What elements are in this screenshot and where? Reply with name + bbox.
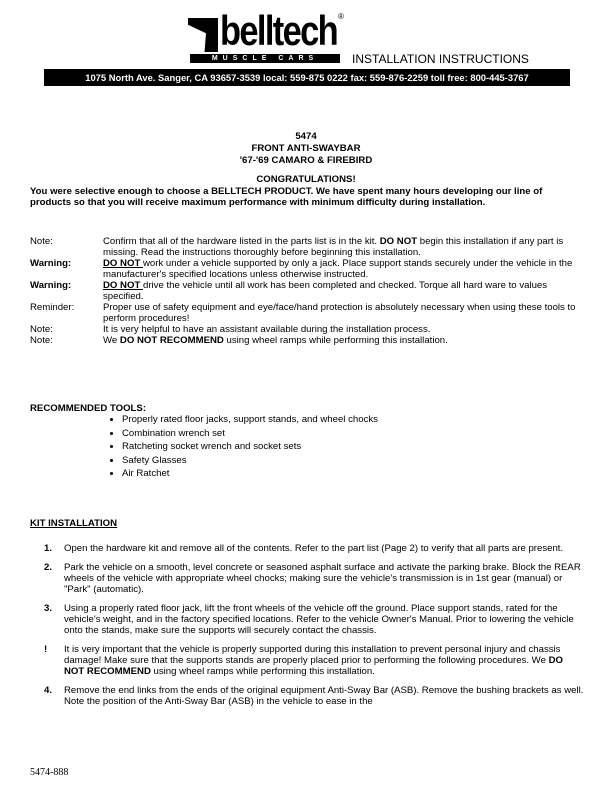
kit-step xyxy=(44,543,584,554)
step-number: ! xyxy=(44,644,48,655)
notes-list xyxy=(30,236,590,346)
note-row xyxy=(30,324,590,335)
note-text xyxy=(103,236,590,258)
text-segment: Open the hardware kit and remove all of the contents. Refer to the part list (Page 2) to verify that all parts are present. xyxy=(64,543,564,554)
intro-text: You were selective enough to choose a BELLTECH PRODUCT. We have spent many hours developing our line of products so that you will receive maximum performance with minimum difficulty during installation. xyxy=(30,186,543,208)
kit-step xyxy=(44,603,584,636)
belltech-logo xyxy=(188,7,348,66)
emphasis-text: DO NOT xyxy=(103,258,143,269)
tool-item: • Air Ratchet xyxy=(122,468,378,479)
note-row xyxy=(30,302,590,324)
registered-mark: ® xyxy=(338,12,344,21)
kit-heading: KIT INSTALLATION xyxy=(30,518,118,529)
note-text xyxy=(103,335,448,346)
step-number: 2. xyxy=(44,562,53,573)
text-segment: drive the vehicle until all work has been completed and checked. Torque all hard ware to values specified. xyxy=(103,280,548,302)
tools-list xyxy=(0,414,378,479)
step-text xyxy=(64,562,584,595)
congrats-heading: CONGRATULATIONS! xyxy=(256,174,356,185)
note-label: Note: xyxy=(30,236,53,247)
logo-swoosh-icon xyxy=(188,18,218,52)
part-number: 5474 xyxy=(295,131,317,142)
step-number: 3. xyxy=(44,603,53,614)
text-segment: begin this installation if any part is missing. Read the instructions thoroughly before beginning this installation. xyxy=(103,236,564,258)
footer-code: 5474-888 xyxy=(30,767,69,778)
install-title: INSTALLATION INSTRUCTIONS xyxy=(352,52,529,66)
text-segment: Remove the end links from the ends of the original equipment Anti-Sway Bar (ASB). Remove the bushing brackets as well. Note the position of the Anti-Sway Bar (ASB) in the vehicle to ease in the xyxy=(64,685,584,707)
step-text xyxy=(64,603,584,636)
tool-item: • Ratcheting socket wrench and socket sets xyxy=(122,441,378,452)
emphasis-text: DO NOT xyxy=(379,236,418,247)
note-text xyxy=(103,280,590,302)
tool-item: • Safety Glasses xyxy=(122,455,378,466)
note-row xyxy=(30,335,590,346)
step-text xyxy=(64,644,584,677)
text-segment: using wheel ramps while performing this installation. xyxy=(150,666,375,677)
emphasis-text: DO NOT RECOMMEND xyxy=(64,655,563,677)
step-number: 4. xyxy=(44,685,53,696)
text-segment: Proper use of safety equipment and eye/face/hand protection is absolutely necessary when using these tools to perform procedures! xyxy=(103,302,576,324)
text-segment: Park the vehicle on a smooth, level concrete or seasoned asphalt surface and activate the parking brake. Block the REAR wheels of the vehicle with appropriate wheel chocks; making sure the vehicle's transmission is in 1st gear (manual) or "Park" (automatic). xyxy=(64,562,581,595)
logo-wordmark: belltech xyxy=(220,7,338,54)
kit-steps xyxy=(44,543,584,715)
emphasis-text: DO NOT RECOMMEND xyxy=(119,335,224,346)
note-row xyxy=(30,236,590,258)
tool-item: • Properly rated floor jacks, support stands, and wheel chocks xyxy=(122,414,378,425)
logo-subtitle: MUSCLE CARS xyxy=(190,54,340,63)
text-segment: work under a vehicle supported by only a jack. Place support stands securely under the vehicle in the manufacturer's specified locations unless otherwise instructed. xyxy=(103,258,573,280)
text-segment: Confirm that all of the hardware listed in the parts list is in the kit. xyxy=(103,236,380,247)
emphasis-text: DO NOT xyxy=(103,280,143,291)
tools-heading: RECOMMENDED TOOLS: xyxy=(30,403,147,414)
step-text xyxy=(64,685,584,707)
contact-bar: 1075 North Ave. Sanger, CA 93657-3539 local: 559-875 0222 fax: 559-876-2259 toll free: 800-445-3767 xyxy=(44,69,570,86)
note-row xyxy=(30,280,590,302)
text-segment: We xyxy=(103,335,120,346)
note-label: Note: xyxy=(30,324,53,335)
kit-step xyxy=(44,644,584,677)
text-segment: It is very important that the vehicle is properly supported during this installation to prevent personal injury and chassis damage! Make sure that the supports stands are properly placed prior to performing the following procedures. We xyxy=(64,644,561,666)
note-text xyxy=(103,324,430,335)
note-label: Note: xyxy=(30,335,53,346)
note-label: Warning: xyxy=(30,258,72,269)
note-label: Warning: xyxy=(30,280,72,291)
note-row xyxy=(30,258,590,280)
text-segment: It is very helpful to have an assistant available during the installation process. xyxy=(103,324,431,335)
kit-step xyxy=(44,562,584,595)
note-text xyxy=(103,302,590,324)
text-segment: using wheel ramps while performing this installation. xyxy=(223,335,448,346)
step-number: 1. xyxy=(44,543,53,554)
tool-item: • Combination wrench set xyxy=(122,428,378,439)
kit-step xyxy=(44,685,584,707)
note-label: Reminder: xyxy=(30,302,75,313)
step-text xyxy=(64,543,563,554)
vehicle-fitment: '67-'69 CAMARO & FIREBIRD xyxy=(239,155,373,166)
text-segment: Using a properly rated floor jack, lift the front wheels of the vehicle off the ground. Place support stands, rated for the vehicle's weight, and in the factory specified locations. Refer to the vehicle Owner's Manual. Prior to lowering the vehicle onto the stands, make sure the supports will securely contact the chassis. xyxy=(64,603,574,636)
product-name: FRONT ANTI-SWAYBAR xyxy=(251,143,361,154)
note-text xyxy=(103,258,590,280)
